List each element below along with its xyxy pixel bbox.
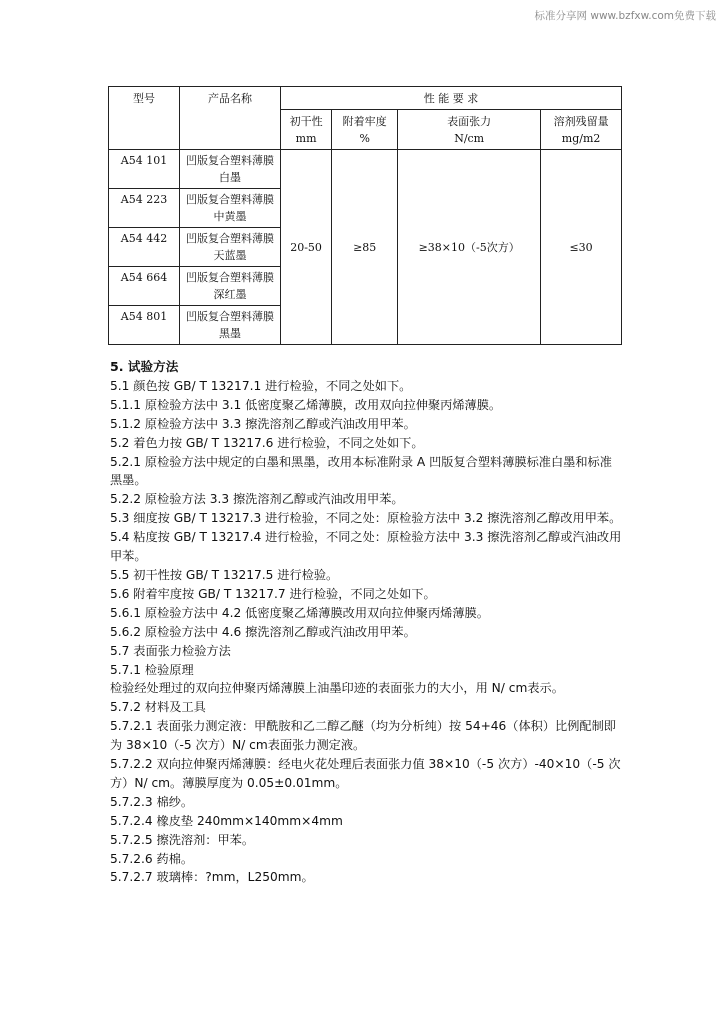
row-code: A54 223 bbox=[109, 189, 180, 228]
header-residual: 溶剂残留量 mg/m2 bbox=[541, 110, 622, 150]
header-name: 产品名称 bbox=[180, 87, 281, 150]
table-header-row bbox=[109, 87, 622, 110]
document-body bbox=[110, 358, 622, 887]
paragraph: 5.6 附着牢度按 GB/ T 13217.7 进行检验，不同之处如下。 bbox=[110, 586, 436, 601]
header-tension: 表面张力 N/cm bbox=[398, 110, 541, 150]
paragraph: 5.2.2 原检验方法 3.3 擦洗溶剂乙醇或汽油改用甲苯。 bbox=[110, 492, 404, 507]
paragraph: 5.7.2.1 表面张力测定液：甲酰胺和乙二醇乙醚（均为分析纯）按 54+46（体积）比例配制即为 38×10（-5 次方）N/ cm表面张力测定液。 bbox=[110, 719, 616, 753]
paragraph: 5.6.1 原检验方法中 4.2 低密度聚乙烯薄膜改用双向拉伸聚丙烯薄膜。 bbox=[110, 605, 489, 620]
row-name: 凹版复合塑料薄膜天蓝墨 bbox=[180, 228, 281, 267]
paragraph: 5.2 着色力按 GB/ T 13217.6 进行检验，不同之处如下。 bbox=[110, 435, 424, 450]
paragraph: 5.1.2 原检验方法中 3.3 擦洗溶剂乙醇或汽油改用甲苯。 bbox=[110, 416, 416, 431]
paragraph: 检验经处理过的双向拉伸聚丙烯薄膜上油墨印迹的表面张力的大小，用 N/ cm表示。 bbox=[110, 681, 564, 696]
spec-table bbox=[108, 86, 622, 345]
row-name: 凹版复合塑料薄膜白墨 bbox=[180, 150, 281, 189]
row-name: 凹版复合塑料薄膜深红墨 bbox=[180, 267, 281, 306]
value-tension: ≥38×10（-5次方） bbox=[398, 150, 541, 345]
paragraph: 5.6.2 原检验方法中 4.6 擦洗溶剂乙醇或汽油改用甲苯。 bbox=[110, 624, 416, 639]
header-dry: 初干性 mm bbox=[281, 110, 332, 150]
header-performance: 性 能 要 求 bbox=[281, 87, 622, 110]
row-code: A54 101 bbox=[109, 150, 180, 189]
section-heading: 5. 试验方法 bbox=[110, 359, 179, 374]
paragraph: 5.1.1 原检验方法中 3.1 低密度聚乙烯薄膜，改用双向拉伸聚丙烯薄膜。 bbox=[110, 397, 502, 412]
paragraph: 5.7.2.4 橡皮垫 240mm×140mm×4mm bbox=[110, 813, 343, 828]
value-residual: ≤30 bbox=[541, 150, 622, 345]
paragraph: 5.7.1 检验原理 bbox=[110, 662, 194, 677]
row-code: A54 664 bbox=[109, 267, 180, 306]
paragraph: 5.1 颜色按 GB/ T 13217.1 进行检验，不同之处如下。 bbox=[110, 378, 412, 393]
paragraph: 5.7.2.7 玻璃棒：?mm，L250mm。 bbox=[110, 870, 314, 885]
paragraph: 5.3 细度按 GB/ T 13217.3 进行检验，不同之处：原检验方法中 3.2 擦洗溶剂乙醇改用甲苯。 bbox=[110, 511, 622, 526]
paragraph: 5.7 表面张力检验方法 bbox=[110, 643, 231, 658]
header-adhesion: 附着牢度 % bbox=[332, 110, 398, 150]
table-row bbox=[109, 150, 622, 189]
paragraph: 5.4 粘度按 GB/ T 13217.4 进行检验，不同之处：原检验方法中 3.3 擦洗溶剂乙醇或汽油改用甲苯。 bbox=[110, 530, 622, 564]
paragraph: 5.2.1 原检验方法中规定的白墨和黑墨，改用本标准附录 A 凹版复合塑料薄膜标准白墨和标准黑墨。 bbox=[110, 454, 612, 488]
row-code: A54 442 bbox=[109, 228, 180, 267]
header-model: 型号 bbox=[109, 87, 180, 150]
row-name: 凹版复合塑料薄膜黑墨 bbox=[180, 306, 281, 345]
paragraph: 5.7.2.3 棉纱。 bbox=[110, 794, 194, 809]
row-code: A54 801 bbox=[109, 306, 180, 345]
paragraph: 5.7.2.5 擦洗溶剂：甲苯。 bbox=[110, 832, 255, 847]
paragraph: 5.7.2 材料及工具 bbox=[110, 700, 206, 715]
value-adhesion: ≥85 bbox=[332, 150, 398, 345]
paragraph: 5.5 初干性按 GB/ T 13217.5 进行检验。 bbox=[110, 567, 339, 582]
paragraph: 5.7.2.2 双向拉伸聚丙烯薄膜：经电火花处理后表面张力值 38×10（-5 次方）-40×10（-5 次方）N/ cm。薄膜厚度为 0.05±0.01mm。 bbox=[110, 757, 621, 790]
watermark: 标准分享网 www.bzfxw.com免费下载 bbox=[534, 10, 716, 22]
value-dry: 20-50 bbox=[281, 150, 332, 345]
row-name: 凹版复合塑料薄膜中黄墨 bbox=[180, 189, 281, 228]
paragraph: 5.7.2.6 药棉。 bbox=[110, 851, 194, 866]
